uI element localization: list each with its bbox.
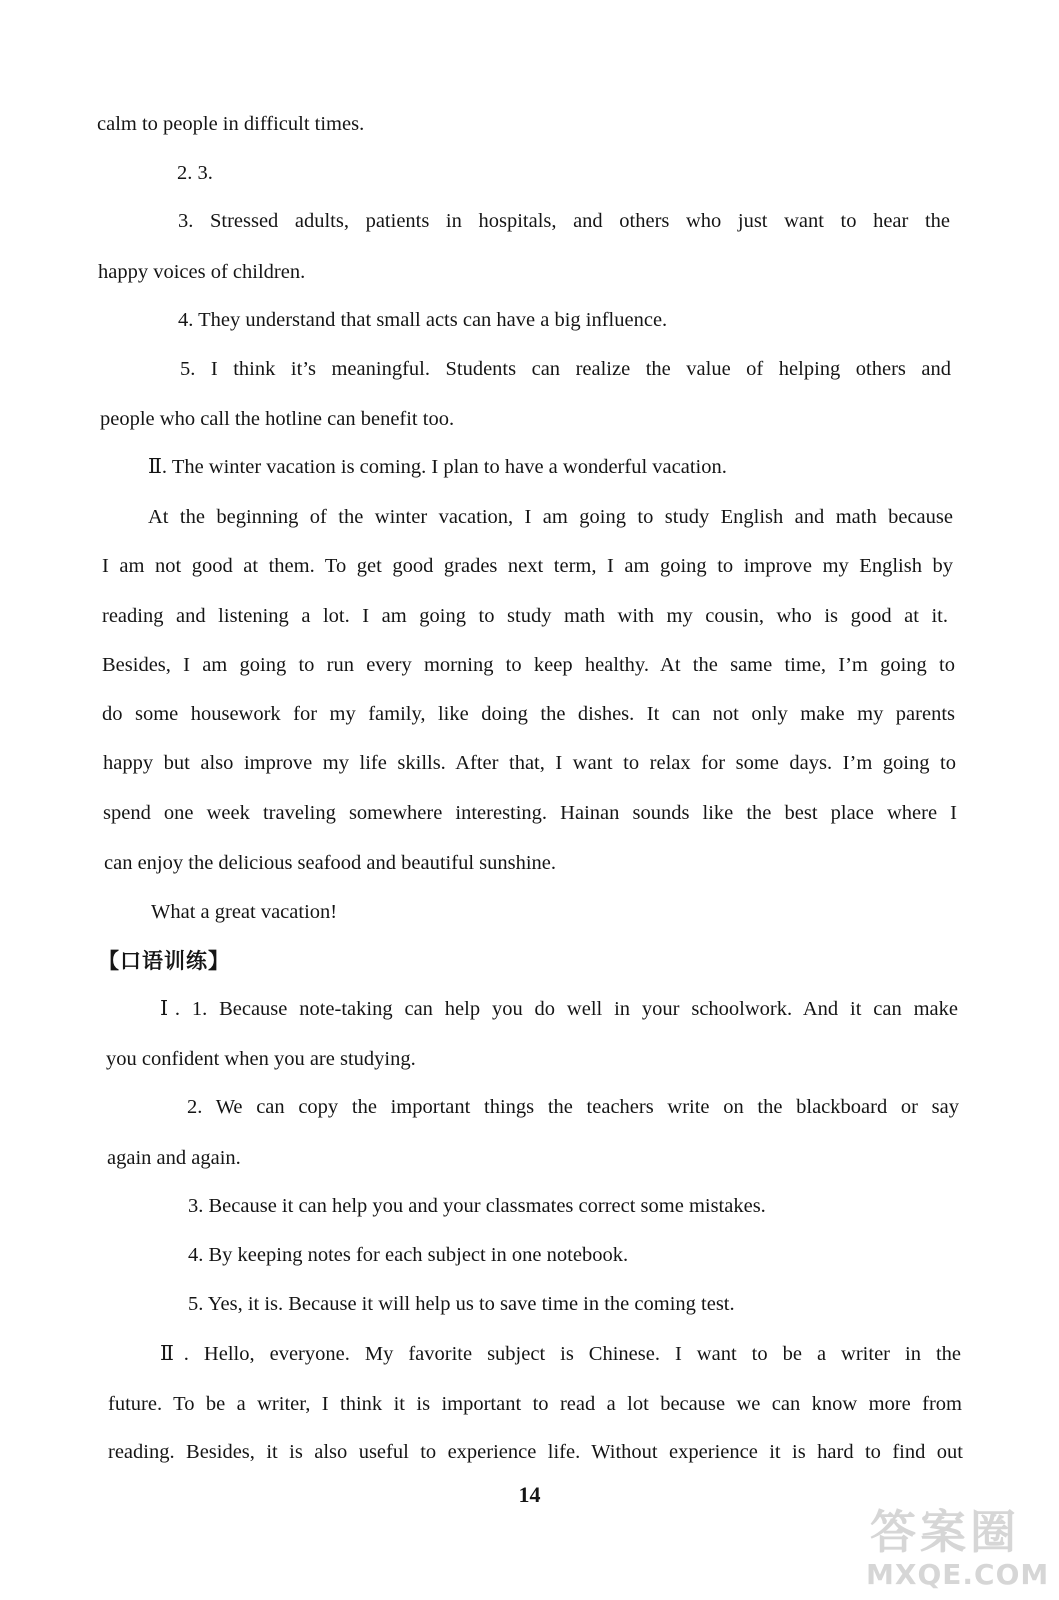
oral-answer-line: 3. Because it can help you and your classmates correct some mistakes. (188, 1195, 766, 1217)
oral-answer-line: Ⅱ. Hello, everyone. My favorite subject is Chinese. I want to be a writer in the (160, 1343, 961, 1365)
watermark-logo (866, 1504, 1052, 1596)
paragraph-line: calm to people in difficult times. (97, 113, 365, 135)
paragraph-line: people who call the hotline can benefit too. (100, 408, 455, 430)
paragraph-line: At the beginning of the winter vacation, I am going to study English and math because (148, 506, 953, 528)
paragraph-line: What a great vacation! (151, 901, 338, 923)
watermark-glyphs: 答案圈 (870, 1505, 1020, 1559)
paragraph-line: spend one week traveling somewhere interesting. Hainan sounds like the best place where I (103, 802, 957, 824)
oral-answer-line: 2. We can copy the important things the teachers write on the blackboard or say (187, 1096, 959, 1118)
paragraph-line: happy but also improve my life skills. After that, I want to relax for some days. I’m going to (103, 752, 956, 774)
paragraph-line: 2. 3. (177, 162, 213, 184)
paragraph-line: happy voices of children. (98, 261, 306, 283)
oral-answer-line: Ⅰ. 1. Because note-taking can help you do well in your schoolwork. And it can make (160, 998, 958, 1020)
oral-answer-line: reading. Besides, it is also useful to experience life. Without experience it is hard to find out (108, 1441, 963, 1463)
paragraph-line: 3. Stressed adults, patients in hospitals, and others who just want to hear the (178, 210, 950, 232)
paragraph-line: 5. I think it’s meaningful. Students can realize the value of helping others and (180, 358, 951, 380)
paragraph-line: 4. They understand that small acts can have a big influence. (178, 309, 668, 331)
paragraph-line: do some housework for my family, like doing the dishes. It can not only make my parents (102, 703, 955, 725)
watermark-url: MXQE.COM (866, 1558, 1050, 1591)
page-number: 14 (518, 1482, 541, 1507)
oral-answer-line: 5. Yes, it is. Because it will help us to save time in the coming test. (188, 1293, 735, 1315)
oral-answer-line: you confident when you are studying. (106, 1048, 416, 1070)
paragraph-line: can enjoy the delicious seafood and beautiful sunshine. (104, 852, 557, 874)
paragraph-line: I am not good at them. To get good grades next term, I am going to improve my English by (102, 555, 953, 577)
paragraph-line: Ⅱ. The winter vacation is coming. I plan to have a wonderful vacation. (148, 456, 727, 478)
paragraph-line: Besides, I am going to run every morning to keep healthy. At the same time, I’m going to (102, 654, 955, 676)
section-heading: 【口语训练】 (98, 949, 230, 973)
oral-answer-line: again and again. (107, 1147, 241, 1169)
paragraph-line: reading and listening a lot. I am going to study math with my cousin, who is good at it. (102, 605, 948, 627)
oral-answer-line: 4. By keeping notes for each subject in one notebook. (188, 1244, 629, 1266)
oral-answer-line: future. To be a writer, I think it is important to read a lot because we can know more from (108, 1393, 962, 1415)
